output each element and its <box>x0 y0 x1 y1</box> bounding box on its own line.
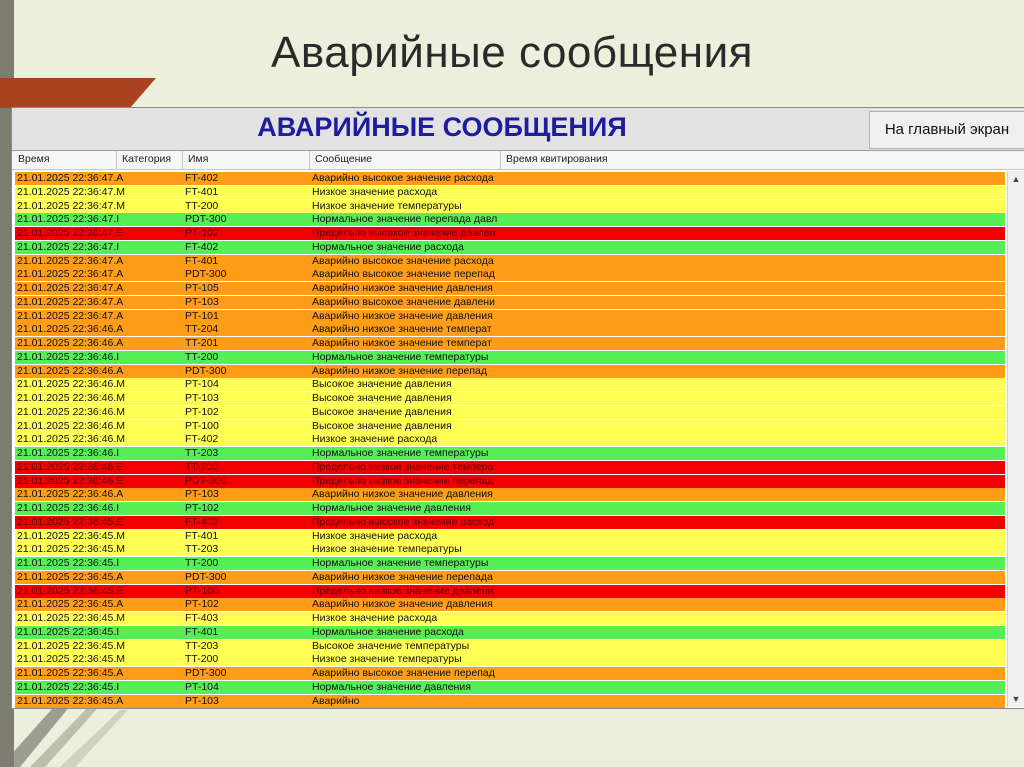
row-time: 21.01.2025 22:36:46.A <box>17 488 124 501</box>
row-name: PDT-300 <box>185 213 227 226</box>
row-message: Низкое значение температуры <box>312 199 462 212</box>
row-time: 21.01.2025 22:36:47.A <box>17 282 124 294</box>
row-message: Предельно низкое значение перепад <box>312 474 494 487</box>
table-row[interactable] <box>15 530 1005 543</box>
row-message: Аварийно низкое значение перепада <box>312 570 493 583</box>
row-time: 21.01.2025 22:36:45.I <box>17 680 120 693</box>
row-time: 21.01.2025 22:36:47.A <box>17 268 124 281</box>
row-time: 21.01.2025 22:36:45.M <box>17 639 126 652</box>
row-time: 21.01.2025 22:36:46.I <box>17 502 120 514</box>
row-name: TT-200 <box>185 653 219 666</box>
row-name: FT-402 <box>185 240 219 253</box>
arrow-down-icon[interactable]: ▼ <box>1011 694 1021 704</box>
row-message: Аварийно высокое значение перепад <box>312 667 495 679</box>
row-time: 21.01.2025 22:36:46.M <box>17 433 126 446</box>
column-divider[interactable] <box>116 151 117 169</box>
row-message: Высокое значение давления <box>312 392 452 404</box>
table-row[interactable] <box>15 598 1005 611</box>
row-message: Аварийно низкое значение температ <box>312 323 492 336</box>
row-message: Аварийно низкое значение давления <box>312 598 493 611</box>
row-message: Нормальное значение температуры <box>312 557 489 569</box>
row-name: TT-203 <box>185 543 219 556</box>
row-name: TT-204 <box>185 323 219 336</box>
column-divider[interactable] <box>182 151 183 169</box>
row-message: Предельно высокое значение расход <box>312 515 495 528</box>
row-time: 21.01.2025 22:36:47.M <box>17 199 126 212</box>
row-time: 21.01.2025 22:36:46.I <box>17 350 120 363</box>
row-time: 21.01.2025 22:36:45.E <box>17 584 124 597</box>
table-row[interactable] <box>15 310 1005 323</box>
row-time: 21.01.2025 22:36:45.M <box>17 612 126 624</box>
row-name: TT-200 <box>185 199 219 212</box>
row-message: Высокое значение давления <box>312 419 452 432</box>
table-row[interactable] <box>15 172 1005 185</box>
row-name: PDT-300 <box>185 667 227 679</box>
row-time: 21.01.2025 22:36:47.M <box>17 185 126 198</box>
table-row[interactable] <box>15 640 1005 653</box>
table-row[interactable] <box>15 186 1005 199</box>
home-screen-button[interactable]: На главный экран <box>869 111 1024 149</box>
row-message: Нормальное значение расхода <box>312 240 464 253</box>
row-time: 21.01.2025 22:36:47.E <box>17 227 124 239</box>
table-row[interactable] <box>15 378 1005 391</box>
row-time: 21.01.2025 22:36:47.I <box>17 213 120 226</box>
row-message: Аварийно низкое значение давления <box>312 309 493 322</box>
table-row[interactable] <box>15 488 1005 501</box>
row-message: Аварийно низкое значение давления <box>312 282 493 294</box>
table-row[interactable] <box>15 392 1005 405</box>
row-message: Низкое значение расхода <box>312 185 438 198</box>
row-name: TT-200 <box>185 557 219 569</box>
table-row[interactable] <box>15 543 1005 556</box>
row-time: 21.01.2025 22:36:47.A <box>17 295 124 308</box>
row-name: PT-100 <box>185 419 219 432</box>
table-row[interactable] <box>15 516 1005 529</box>
window-title: АВАРИЙНЫЕ СООБЩЕНИЯ <box>257 112 627 142</box>
row-time: 21.01.2025 22:36:45.A <box>17 598 124 611</box>
row-message: Предельно высокое значение давлен <box>312 227 496 239</box>
column-divider[interactable] <box>309 151 310 169</box>
column-header-ack-time[interactable]: Время квитирования <box>506 153 608 165</box>
row-message: Предельно низкое значение давлени <box>312 584 494 597</box>
row-time: 21.01.2025 22:36:45.M <box>17 529 126 542</box>
row-time: 21.01.2025 22:36:47.A <box>17 172 124 184</box>
row-name: PT-103 <box>185 694 219 707</box>
table-row[interactable] <box>15 200 1005 213</box>
row-time: 21.01.2025 22:36:46.M <box>17 405 126 418</box>
row-time: 21.01.2025 22:36:46.A <box>17 323 124 336</box>
row-message: Низкое значение температуры <box>312 653 462 666</box>
table-row[interactable] <box>15 612 1005 625</box>
row-time: 21.01.2025 22:36:45.A <box>17 570 124 583</box>
row-time: 21.01.2025 22:36:47.A <box>17 309 124 322</box>
row-time: 21.01.2025 22:36:46.I <box>17 447 120 459</box>
row-name: PDT-300 <box>185 570 227 583</box>
row-name: PT-102 <box>185 227 219 239</box>
row-name: FT-403 <box>185 612 219 624</box>
row-message: Предельно низкое значение темпера <box>312 460 494 473</box>
row-message: Высокое значение давления <box>312 405 452 418</box>
row-time: 21.01.2025 22:36:45.A <box>17 667 124 679</box>
row-name: TT-200 <box>185 460 219 473</box>
row-message: Нормальное значение перепада давл <box>312 213 498 226</box>
column-header-name[interactable]: Имя <box>188 153 209 165</box>
row-message: Низкое значение расхода <box>312 529 438 542</box>
row-name: TT-200 <box>185 350 219 363</box>
alarm-list <box>15 172 1005 708</box>
row-time: 21.01.2025 22:36:45.I <box>17 625 120 638</box>
table-row[interactable] <box>15 475 1005 488</box>
row-time: 21.01.2025 22:36:45.E <box>17 515 124 528</box>
table-row[interactable] <box>15 296 1005 309</box>
table-row[interactable] <box>15 323 1005 336</box>
row-name: PT-102 <box>185 598 219 611</box>
row-message: Аварийно низкое значение давления <box>312 488 493 501</box>
row-name: TT-201 <box>185 337 219 349</box>
table-row[interactable] <box>15 420 1005 433</box>
vertical-scrollbar[interactable] <box>1007 171 1024 707</box>
row-time: 21.01.2025 22:36:46.M <box>17 392 126 404</box>
table-row[interactable] <box>15 461 1005 474</box>
table-row[interactable] <box>15 337 1005 350</box>
row-name: FT-402 <box>185 515 219 528</box>
row-name: FT-401 <box>185 625 219 638</box>
column-header-message[interactable]: Сообщение <box>315 153 373 165</box>
table-row[interactable] <box>15 268 1005 281</box>
row-name: PT-102 <box>185 405 219 418</box>
table-row[interactable] <box>15 241 1005 254</box>
table-row[interactable] <box>15 351 1005 364</box>
row-time: 21.01.2025 22:36:45.I <box>17 557 120 569</box>
row-time: 21.01.2025 22:36:46.E <box>17 460 124 473</box>
row-message: Нормальное значение давления <box>312 680 471 693</box>
row-message: Нормальное значение давления <box>312 502 471 514</box>
row-name: TT-203 <box>185 447 219 459</box>
bottom-decoration <box>0 700 200 767</box>
table-row[interactable] <box>15 681 1005 694</box>
row-time: 21.01.2025 22:36:46.M <box>17 419 126 432</box>
arrow-up-icon[interactable]: ▲ <box>1011 174 1021 184</box>
column-header-row <box>12 151 1024 170</box>
row-time: 21.01.2025 22:36:45.M <box>17 543 126 556</box>
row-message: Аварийно низкое значение температ <box>312 337 492 349</box>
table-row[interactable] <box>15 255 1005 268</box>
alarm-window <box>11 107 1024 709</box>
table-row[interactable] <box>15 695 1005 708</box>
slide-title: Аварийные сообщения <box>271 28 753 77</box>
row-time: 21.01.2025 22:36:46.E <box>17 474 124 487</box>
row-name: FT-401 <box>185 529 219 542</box>
row-message: Нормальное значение расхода <box>312 625 464 638</box>
row-message: Нормальное значение температуры <box>312 447 489 459</box>
row-message: Высокое значение температуры <box>312 639 470 652</box>
row-time: 21.01.2025 22:36:45.A <box>17 694 124 707</box>
row-message: Аварийно высокое значение давлени <box>312 295 495 308</box>
row-message: Аварийно низкое значение перепад <box>312 364 488 377</box>
row-name: PDT-300 <box>185 474 227 487</box>
table-row[interactable] <box>15 447 1005 460</box>
row-message: Аварийно высокое значение перепад <box>312 268 495 281</box>
row-time: 21.01.2025 22:36:47.I <box>17 240 120 253</box>
table-row[interactable] <box>15 626 1005 639</box>
table-row[interactable] <box>15 653 1005 666</box>
column-header-time[interactable]: Время <box>18 153 50 165</box>
row-name: FT-402 <box>185 172 219 184</box>
row-message: Аварийно высокое значение расхода <box>312 172 494 184</box>
row-name: FT-402 <box>185 433 219 446</box>
row-time: 21.01.2025 22:36:46.A <box>17 337 124 349</box>
table-row[interactable] <box>15 282 1005 295</box>
table-row[interactable] <box>15 365 1005 378</box>
column-header-category[interactable]: Категория <box>122 153 172 165</box>
row-name: TT-203 <box>185 639 219 652</box>
row-message: Аварийно высокое значение расхода <box>312 254 494 267</box>
row-message: Низкое значение расхода <box>312 433 438 446</box>
corner-ribbon-tip <box>130 78 156 108</box>
row-name: PDT-300 <box>185 364 227 377</box>
row-message: Высокое значение давления <box>312 378 452 391</box>
row-time: 21.01.2025 22:36:45.M <box>17 653 126 666</box>
table-row[interactable] <box>15 433 1005 446</box>
row-name: PT-102 <box>185 502 219 514</box>
table-row[interactable] <box>15 213 1005 226</box>
row-message: Нормальное значение температуры <box>312 350 489 363</box>
row-name: PT-103 <box>185 295 219 308</box>
table-row[interactable] <box>15 227 1005 240</box>
row-name: FT-401 <box>185 185 219 198</box>
row-name: PT-105 <box>185 282 219 294</box>
row-name: PT-103 <box>185 392 219 404</box>
row-name: PDT-300 <box>185 268 227 281</box>
table-row[interactable] <box>15 406 1005 419</box>
corner-ribbon <box>0 78 130 108</box>
table-row[interactable] <box>15 571 1005 584</box>
row-name: PT-104 <box>185 378 219 391</box>
row-name: PT-104 <box>185 680 219 693</box>
row-name: PT-101 <box>185 309 219 322</box>
table-row[interactable] <box>15 585 1005 598</box>
row-message: Низкое значение температуры <box>312 543 462 556</box>
row-name: PT-103 <box>185 488 219 501</box>
table-row[interactable] <box>15 557 1005 570</box>
column-divider[interactable] <box>500 151 501 169</box>
row-message: Низкое значение расхода <box>312 612 438 624</box>
row-name: PT-100 <box>185 584 219 597</box>
row-time: 21.01.2025 22:36:46.A <box>17 364 124 377</box>
row-time: 21.01.2025 22:36:47.A <box>17 254 124 267</box>
row-time: 21.01.2025 22:36:46.M <box>17 378 126 391</box>
row-message: Аварийно <box>312 694 360 707</box>
table-row[interactable] <box>15 502 1005 515</box>
window-header <box>12 108 1024 151</box>
row-name: FT-401 <box>185 254 219 267</box>
table-row[interactable] <box>15 667 1005 680</box>
